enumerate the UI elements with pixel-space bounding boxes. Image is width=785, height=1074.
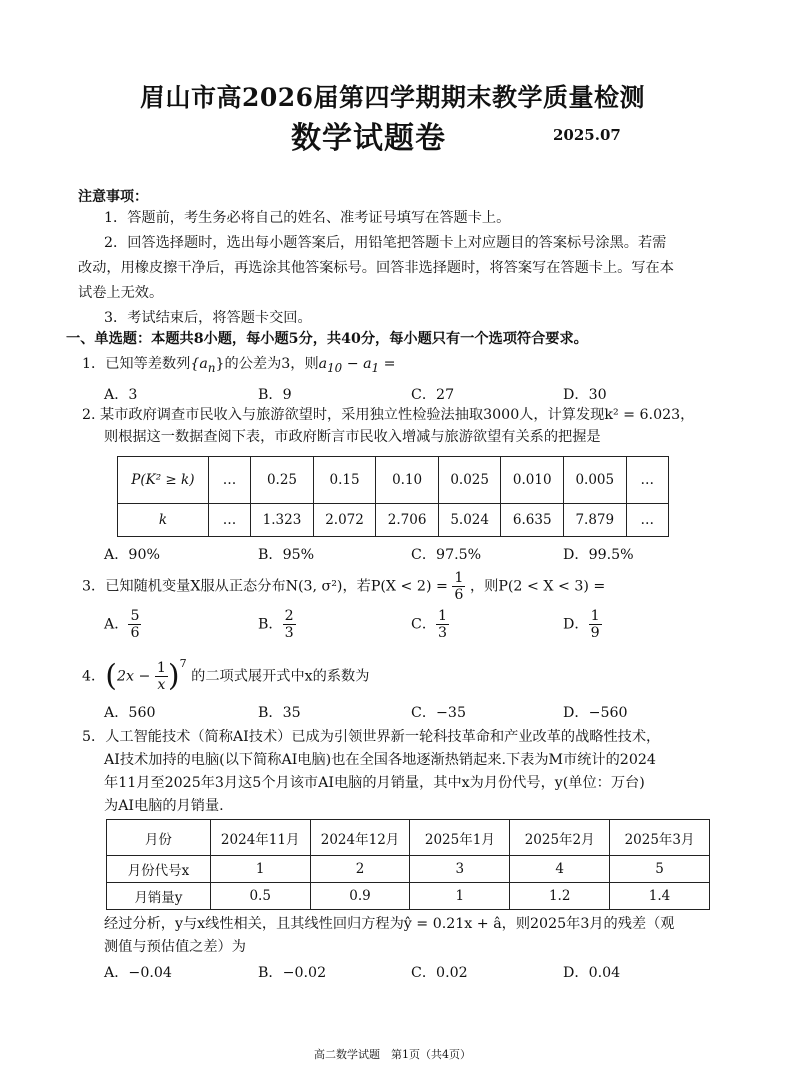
table-cell: 0.15	[313, 457, 376, 504]
q1-pre: 1．已知等差数列	[82, 356, 191, 372]
table-cell: 1.4	[610, 883, 710, 910]
q3-a-label: A．	[104, 616, 129, 633]
q2-option-d: D．99.5%	[563, 547, 634, 563]
notice-heading: 注意事项：	[78, 189, 148, 205]
table-cell: 0.25	[251, 457, 314, 504]
table-cell: 2024年12月	[310, 820, 410, 856]
table-cell: 2025年3月	[610, 820, 710, 856]
table-cell: 0.025	[438, 457, 501, 504]
q5-table-row-y	[107, 883, 710, 910]
q4-option-b: B．35	[258, 705, 301, 721]
question-2-line1: 2. 某市政府调查市民收入与旅游欲望时，采用独立性检验法抽取3000人，计算发现k² = 6.023，	[82, 407, 695, 423]
question-5-line4: 为AI电脑的月销量.	[104, 798, 224, 814]
table-cell: 0.5	[210, 883, 310, 910]
q4-option-a: A．560	[104, 705, 156, 721]
table-cell: 1.323	[251, 504, 314, 537]
table-cell: 5.024	[438, 504, 501, 537]
q5-table	[106, 819, 710, 910]
q4-frac-num: 1	[156, 660, 166, 677]
table-cell: 2025年1月	[410, 820, 510, 856]
q3-c-label: C．	[411, 616, 437, 633]
table-cell: 0.9	[310, 883, 410, 910]
q3-b-label: B．	[258, 616, 283, 633]
table-cell: …	[208, 504, 250, 537]
q3-d-frac	[589, 608, 602, 641]
q3-pre: 3．已知随机变量X服从正态分布N(3, σ²)，若P(X < 2) =	[82, 578, 448, 595]
q4-post: 的二项式展开式中x的系数为	[191, 668, 370, 685]
q1-seq-close: }	[215, 356, 225, 372]
q2-option-b: B．95%	[258, 547, 315, 563]
table-cell: 4	[510, 856, 610, 883]
q4-option-d: D．−560	[563, 705, 628, 721]
q3-d-label: D．	[563, 616, 589, 633]
q1-eq: =	[379, 356, 396, 372]
q5-table-header	[107, 820, 710, 856]
table-cell: 7.879	[564, 504, 627, 537]
table-cell: P(K² ≥ k)	[118, 457, 209, 504]
q3-c-den: 3	[438, 625, 448, 641]
question-5-line3: 年11月至2025年3月这5个月该市AI电脑的月销量，其中x为月份代号，y(单位：万台)	[104, 775, 645, 791]
q1-sub2: 1	[371, 360, 380, 375]
table-cell: 2.706	[376, 504, 439, 537]
page-footer: 高二数学试题 第1页（共4页）	[314, 1048, 471, 1061]
q3-option-b	[258, 608, 296, 641]
table-cell: …	[208, 457, 250, 504]
q3-b-frac	[283, 608, 296, 641]
q3-frac-den: 6	[454, 587, 464, 603]
q5-option-c: C．0.02	[411, 965, 468, 981]
q3-d-den: 9	[590, 625, 600, 641]
q4-frac-den: x	[157, 677, 166, 694]
q3-a-num: 5	[130, 608, 140, 624]
question-5-line5: 经过分析，y与x线性相关，且其线性回归方程为ŷ = 0.21x + â，则2025年3月的残差（观	[104, 916, 675, 932]
q3-option-c	[411, 608, 449, 641]
q4-number: 4．	[82, 668, 106, 685]
q1-seq: {a	[190, 356, 208, 372]
exam-title: 眉山市高2026届第四学期期末教学质量检测	[139, 83, 646, 112]
question-4	[82, 652, 369, 697]
q1-sub1: 10	[327, 360, 343, 375]
q3-b-num: 2	[284, 608, 294, 624]
q4-exponent: 7	[179, 657, 187, 670]
table-cell: 6.635	[501, 504, 564, 537]
table-cell: k	[118, 504, 209, 537]
table-cell: …	[626, 457, 668, 504]
q2-table-row-p	[118, 457, 669, 504]
table-cell: 1	[410, 883, 510, 910]
table-cell: 2	[310, 856, 410, 883]
table-cell: 2.072	[313, 504, 376, 537]
table-cell: 5	[610, 856, 710, 883]
q1-mid: 的公差为3，则	[224, 356, 319, 372]
table-cell: …	[626, 504, 668, 537]
table-cell: 月份代号x	[107, 856, 211, 883]
q3-c-frac	[436, 608, 449, 641]
table-cell: 月份	[107, 820, 211, 856]
q4-fraction	[155, 660, 168, 693]
table-cell: 2025年2月	[510, 820, 610, 856]
question-1	[82, 354, 396, 379]
question-5-line1: 5．人工智能技术（简称AI技术）已成为引领世界新一轮科技革命和产业改革的战略性技术，	[82, 729, 661, 745]
q1-seq-sub: n	[207, 360, 216, 375]
q3-option-a	[104, 608, 141, 641]
q3-a-frac	[128, 608, 141, 641]
q1-expr: a	[318, 356, 328, 372]
notice-item-2-line3: 试卷上无效。	[78, 285, 164, 301]
q3-fraction	[452, 570, 465, 603]
section-heading: 一、单选题：本题共8小题，每小题5分，共40分，每小题只有一个选项符合要求。	[66, 331, 588, 347]
q1-option-b: B．9	[258, 387, 292, 403]
q3-b-den: 3	[284, 625, 294, 641]
notice-item-1: 1．答题前，考生务必将自己的姓名、准考证号填写在答题卡上。	[104, 210, 511, 226]
q3-a-den: 6	[130, 625, 140, 641]
table-cell: 1.2	[510, 883, 610, 910]
q4-paren-open: (	[105, 658, 117, 694]
table-cell: 0.005	[564, 457, 627, 504]
notice-item-2-line2: 改动，用橡皮擦干净后，再选涂其他答案标号。回答非选择题时，将答案写在答题卡上。写在本	[78, 260, 674, 276]
q2-option-c: C．97.5%	[411, 547, 482, 563]
notice-item-3: 3．考试结束后，将答题卡交回。	[104, 310, 312, 326]
question-3	[82, 570, 605, 603]
q1-option-d: D．30	[563, 387, 607, 403]
q2-table-row-k	[118, 504, 669, 537]
notice-item-2-line1: 2．回答选择题时，选出每小题答案后，用铅笔把答题卡上对应题目的答案标号涂黑。若需	[104, 235, 667, 251]
q3-frac-num: 1	[454, 570, 464, 586]
q3-post: ，则P(2 < X < 3) =	[469, 578, 606, 595]
q1-option-a: A．3	[104, 387, 138, 403]
q1-option-c: C．27	[411, 387, 455, 403]
q3-d-num: 1	[590, 608, 600, 624]
q2-table	[117, 456, 669, 537]
table-cell: 3	[410, 856, 510, 883]
q5-option-a: A．−0.04	[104, 965, 172, 981]
table-cell: 2024年11月	[210, 820, 310, 856]
q3-option-d	[563, 608, 602, 641]
table-cell: 0.10	[376, 457, 439, 504]
q3-c-num: 1	[438, 608, 448, 624]
question-2-line2: 则根据这一数据查阅下表，市政府断言市民收入增减与旅游欲望有关系的把握是	[104, 429, 601, 445]
table-cell: 0.010	[501, 457, 564, 504]
q5-table-row-x	[107, 856, 710, 883]
q1-minus: − a	[342, 356, 372, 372]
question-5-line2: AI技术加持的电脑(以下简称AI电脑)也在全国各地逐渐热销起来.下表为M市统计的2024	[104, 752, 656, 768]
exam-date: 2025.07	[553, 126, 621, 144]
exam-subtitle: 数学试题卷	[291, 121, 446, 156]
question-5-line6: 测值与预估值之差）为	[104, 939, 246, 955]
q4-paren-close: )	[167, 658, 180, 694]
q2-option-a: A．90%	[104, 547, 160, 563]
table-cell: 1	[210, 856, 310, 883]
q4-option-c: C．−35	[411, 705, 466, 721]
q5-option-b: B．−0.02	[258, 965, 327, 981]
table-cell: 月销量y	[107, 883, 211, 910]
q5-option-d: D．0.04	[563, 965, 621, 981]
q4-base: 2x −	[116, 668, 151, 685]
